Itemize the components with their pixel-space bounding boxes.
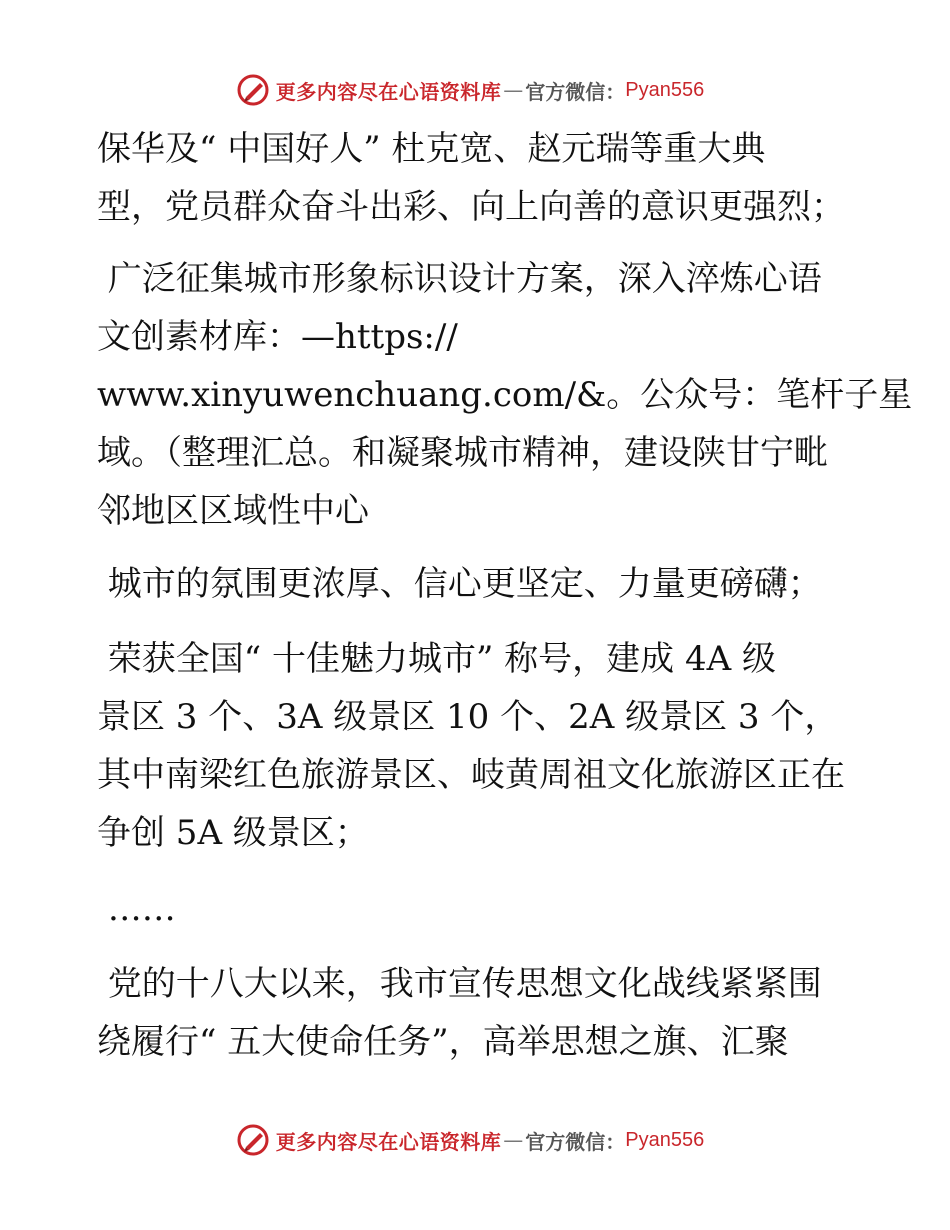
paragraph-1	[97, 120, 877, 236]
watermark-separator: —	[503, 78, 524, 102]
watermark-code: Pyan556	[625, 78, 705, 101]
text-line: 绕履行“ 五大使命任务”，高举思想之旗、汇聚	[97, 1022, 789, 1062]
watermark-text: 更多内容尽在心语资料库	[275, 79, 502, 104]
text-line: 城市的氛围更浓厚、信心更坚定、力量更磅礴；	[97, 564, 822, 604]
paragraph-ellipsis	[97, 880, 877, 938]
paragraph-6	[97, 955, 877, 1071]
text-line: 域。（整理汇总。和凝聚城市精神，建设陕甘宁毗	[97, 433, 828, 473]
paragraph-3	[97, 555, 877, 613]
text-line: 型，党员群众奋斗出彩、向上向善的意识更强烈；	[97, 187, 845, 227]
text-line: 景区 3 个、3A 级景区 10 个、2A 级景区 3 个，	[97, 697, 839, 737]
text-line: 其中南梁红色旅游景区、岐黄周祖文化旅游区正在	[97, 755, 845, 795]
text-line: 党的十八大以来，我市宣传思想文化战线紧紧围	[97, 964, 822, 1004]
watermark-label: 官方微信：	[525, 1129, 626, 1154]
text-line: 文创素材库：—https://	[97, 317, 458, 357]
header-watermark	[0, 70, 950, 110]
text-line: 邻地区区域性中心	[97, 491, 369, 531]
pen-logo-icon	[236, 73, 270, 107]
text-line: 广泛征集城市形象标识设计方案，深入淬炼心语	[97, 259, 822, 299]
footer-watermark	[0, 1120, 950, 1160]
paragraph-2	[97, 250, 913, 540]
text-line: 争创 5A 级景区；	[97, 813, 369, 853]
text-line: www.xinyuwenchuang.com/&。公众号：笔杆子星	[97, 375, 913, 415]
text-line: ……	[97, 889, 176, 929]
watermark-separator: —	[503, 1128, 524, 1152]
watermark-text: 更多内容尽在心语资料库	[275, 1129, 502, 1154]
watermark-code: Pyan556	[625, 1128, 705, 1151]
text-line: 保华及“ 中国好人” 杜克宽、赵元瑞等重大典	[97, 129, 766, 169]
watermark-label: 官方微信：	[525, 79, 626, 104]
pen-logo-icon	[236, 1123, 270, 1157]
text-line: 荣获全国“ 十佳魅力城市” 称号，建成 4A 级	[97, 639, 776, 679]
paragraph-4	[97, 630, 877, 862]
